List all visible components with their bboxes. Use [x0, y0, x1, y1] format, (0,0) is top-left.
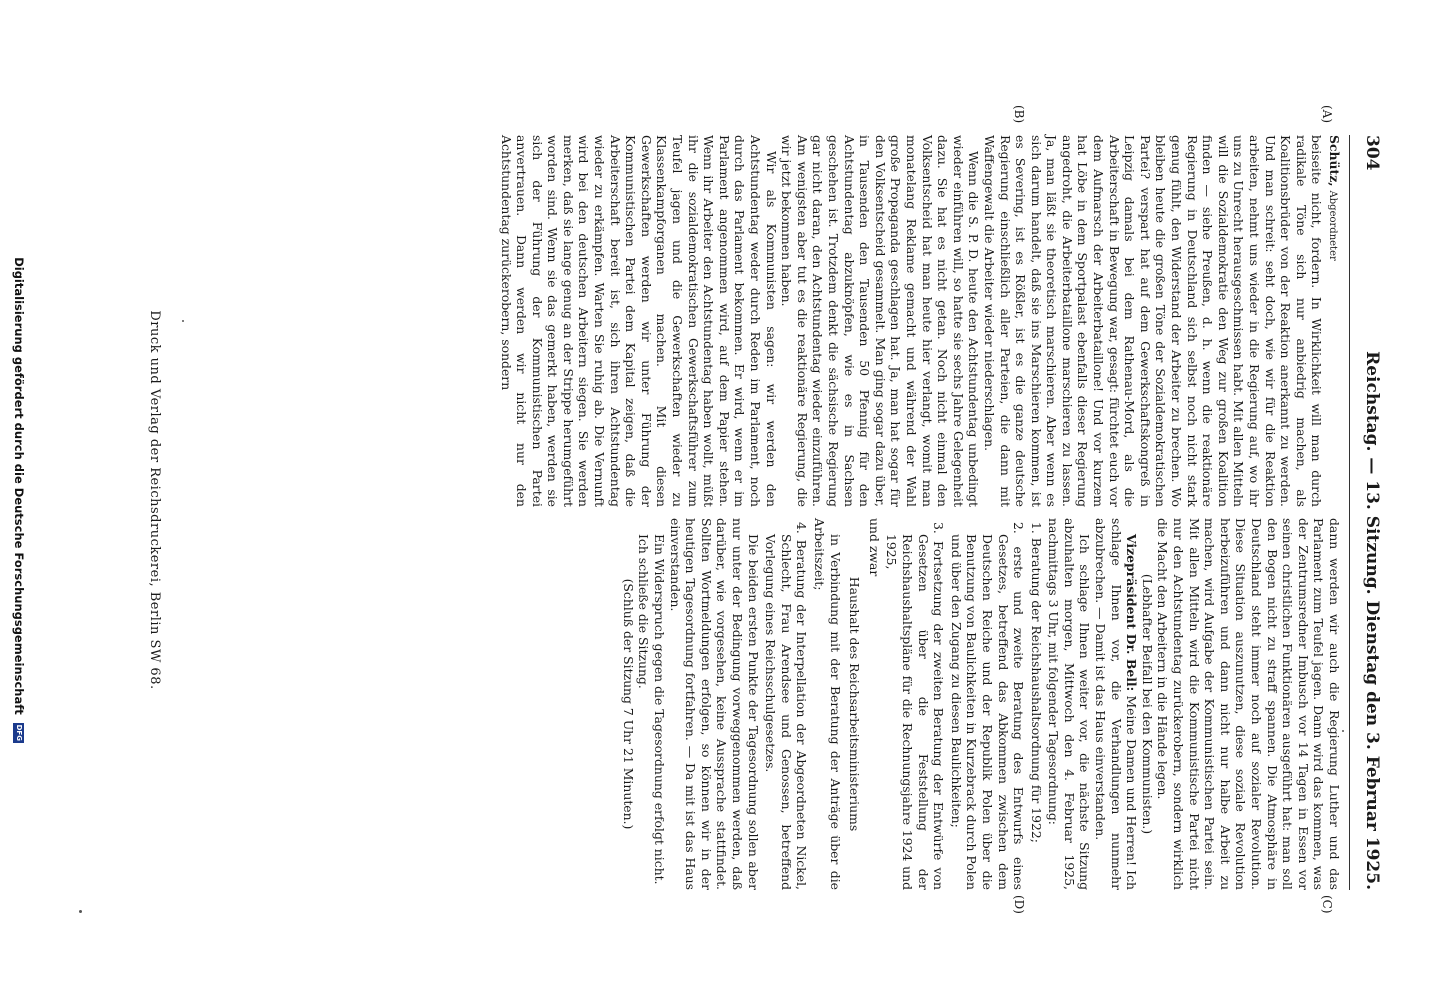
vice-president-name: Vizepräsident Dr. Bell:	[1124, 534, 1140, 692]
margin-mark-d: (D)	[1012, 895, 1026, 914]
digitization-text: Digitalisierung gefördert durch die Deutsche Forschungsgemeinschaft	[12, 257, 26, 715]
session-end: (Schluß der Sitzung 7 Uhr 21 Minuten.)	[620, 578, 636, 830]
scan-speck	[182, 320, 184, 322]
left-column	[498, 135, 1342, 507]
procedure-paragraph: Die beiden ersten Punkte der Tagesordnung sollen aber nur unter der Bedingung vorweggenommen werden, daß darüber, wie vorgesehen, keine Aussprache stattfindet. Sollten Wortmeldungen erfolgen, so können wir in der heutigen Tagesordnung fortfahren. — Da mit ist das Haus einverstanden.	[667, 518, 761, 890]
next-session-paragraph: Ich schlage Ihnen weiter vor, die nächste Sitzung abzuhalten morgen, Mittwoch den 4. Februar 1925, nachmittags 3 Uhr, mit folgender Tagesordnung:	[1046, 518, 1093, 890]
vice-president-paragraph	[1093, 518, 1140, 890]
margin-mark-b: (B)	[1012, 105, 1026, 124]
speaker-line	[1324, 135, 1342, 507]
page-number: 304	[1362, 135, 1382, 171]
header-rule	[1349, 135, 1350, 890]
agenda-item: 3. Fortsetzung der zweiten Beratung der Entwürfe von Gesetzen über die Feststellung der Reichshaushaltspläne für die Rechnungsjahre 1924 und 1925,	[884, 522, 947, 890]
body-paragraph: Wenn die S. P. D. heute den Achtstundentag unbedingt wieder einführen will, so hatte sie sechs Jahre Gelegenheit dazu. Sie hat es nicht getan. Noch nicht einmal den Volksentscheid hat man heute hier verlangt, womit man monatelang Reklame gemacht und während der Wahl große Propaganda geschlagen hat. Ja, man hat sogar für den Volksentscheid gesammelt. Man ging sogar dazu über, in Tausenden den Tausenden 50 Pfennig für den Achtstundentag abzuknöpfen, wie es in Sachsen geschehen ist. Trotzdem denkt die sächsische Regierung gar nicht daran, den Achtstundentag wieder einzuführen. Am wenigsten aber tut es die reaktionäre Regierung, die wir jetzt bekommen haben.	[779, 135, 982, 507]
digitization-note	[12, 0, 26, 1000]
speaker-name: Schütz,	[1327, 135, 1342, 187]
margin-mark-a: (A)	[1320, 105, 1334, 124]
margin-mark-c: (C)	[1320, 895, 1334, 914]
agenda-item: 4. Beratung der Interpellation der Abgeordneten Nickel, Schlecht, Frau Arendsee und Genossen, betreffend Vorlegung eines Reichsschulgesetzes.	[763, 522, 810, 890]
agenda-item: 2. erste und zweite Beratung des Entwurfs eines Gesetzes, betreffend das Abkommen zwischen dem Deutschen Reiche und der Republik Polen über die Benutzung von Baulichkeiten in Kurzebrack durch Polen und über den Zugang zu diesen Baulichkeiten;	[948, 522, 1027, 890]
haushalt-title: Haushalt des Reichsarbeitsministeriums	[847, 576, 863, 832]
objection-paragraph: Ein Widerspruch gegen die Tagesordnung erfolgt nicht.	[652, 534, 668, 885]
printer-footer: Druck und Verlag der Reichsdruckerei, Berlin SW 68.	[147, 310, 162, 690]
vice-president-text: Meine Damen und Herren! Ich schlage Ihnen vor, die Verhandlungen nunmehr abzubrechen. — Damit ist das Haus einverstanden.	[1093, 518, 1140, 890]
scan-speck	[79, 910, 82, 913]
und-zwar: und zwar	[866, 518, 882, 577]
closing-paragraph: Ich schließe die Sitzung.	[636, 534, 652, 689]
page-title: Reichstag. — 13. Sitzung. Dienstag den 3. Februar 1925.	[1362, 351, 1382, 890]
speaker-role: Abgeordneter	[1327, 190, 1338, 261]
scan-speck	[1342, 730, 1344, 732]
dfg-logo: DFG	[15, 724, 23, 741]
body-paragraph: dann werden wir auch die Regierung Luther und das Parlament zum Teufel jagen. Dann wird das kommen, was der Zentrumsredner Imbusch vor 14 Tagen in Essen vor seinen christlichen Funktionären ausgeführt hat: man soll den Bogen nicht zu straff spannen. Die Atmosphäre in Deutschland steht immer noch auf sozialer Revolution. Diese Situation auszunutzen, diese soziale Revolution herbeizuführen und dann nicht nur halbe Arbeit zu machen, wird Aufgabe der Kommunistischen Partei sein. Mit allen Mitteln wird die Kommunistische Partei nicht nur den Achtstundentag zurückerobern, sondern wirklich die Macht den Arbeitern in die Hände legen.	[1155, 518, 1342, 890]
agenda-item: 1. Beratung der Reichshaushaltsordnung für 1922;	[1028, 522, 1044, 843]
body-paragraph: beiseite nicht, fordern. In Wirklichkeit will man durch radikale Töne sich nur anbiedrig machen, als Koalitionsbrüder von der Reaktion anerkannt zu werden. Und man schreit: seht doch, wie wir für die Reaktion arbeiten, nehmt uns wieder in die Regierung auf, wo ihr uns zu Unrecht herausgeschmissen habt. Mit allen Mitteln will die Sozialdemokratie den Weg zur großen Koalition finden — siehe Preußen, d. h. wenn die reaktionäre Regierung in Deutschland sich selbst noch nicht stark genug fühlt, den Widerstand der Arbeiter zu brechen. Wo bleiben heute die großen Töne der Sozialdemokratischen Partei? verspart hat auf dem Gewerkschaftskongreß in Leipzig damals bei dem Rathenau-Mord, als die Arbeiterschaft in Bewegung war, gesagt: fürchtet euch vor dem Aufmarsch der Arbeiterbataillone! Und vor kurzem hat Löbe in dem Sportpalast ebenfalls dieser Regierung angedroht, die Arbeiterbataillone marschieren zu lassen. Ja, man läßt sie theoretisch marschieren. Aber wenn es sich darum handelt, daß sie ins Marschieren kommen, ist es Severing, ist es Rößler, ist es die ganze deutsche Regierung einschließlich aller Parteien, die dann mit Waffengewalt die Arbeiter wieder niederschlagen.	[981, 135, 1325, 507]
applause-note: (Lebhafter Beifall bei den Kommunisten.)	[1139, 573, 1155, 835]
right-column	[620, 518, 1342, 890]
body-paragraph: Wir als Kommunisten sagen: wir werden den Achtstundentag weder durch Reden im Parlament, noch durch das Parlament bekommen. Er wird, wenn er im Parlament angenommen wird, auf dem Papier stehen. Wenn ihr Arbeiter den Achtstundentag haben wollt, müßt ihr die sozialdemokratischen Gewerkschaftsführer zum Teufel jagen und die Gewerkschaften wieder zu Klassenkampforganen machen. Mit diesen Gewerkschaften werden wir unter Führung der Kommunistischen Partei dem Kapital zeigen, daß die Arbeiterschaft bereit ist, sich ihren Achtstundentag wieder zu erkämpfen. Warten Sie ruhig ab. Die Vernunft wird bei den deutschen Arbeitern siegen. Sie werden merken, daß sie lange genug an der Strippe herumgeführt worden sind. Wenn sie das gemerkt haben, werden sie sich der Führung der Kommunistischen Partei anvertrauen. Dann werden wir nicht nur den Achtstundentag zurückerobern, sondern	[498, 135, 779, 507]
haushalt-sub: in Verbindung mit der Beratung der Anträge über die Arbeitszeit;	[812, 518, 843, 890]
page-header	[1362, 135, 1382, 890]
